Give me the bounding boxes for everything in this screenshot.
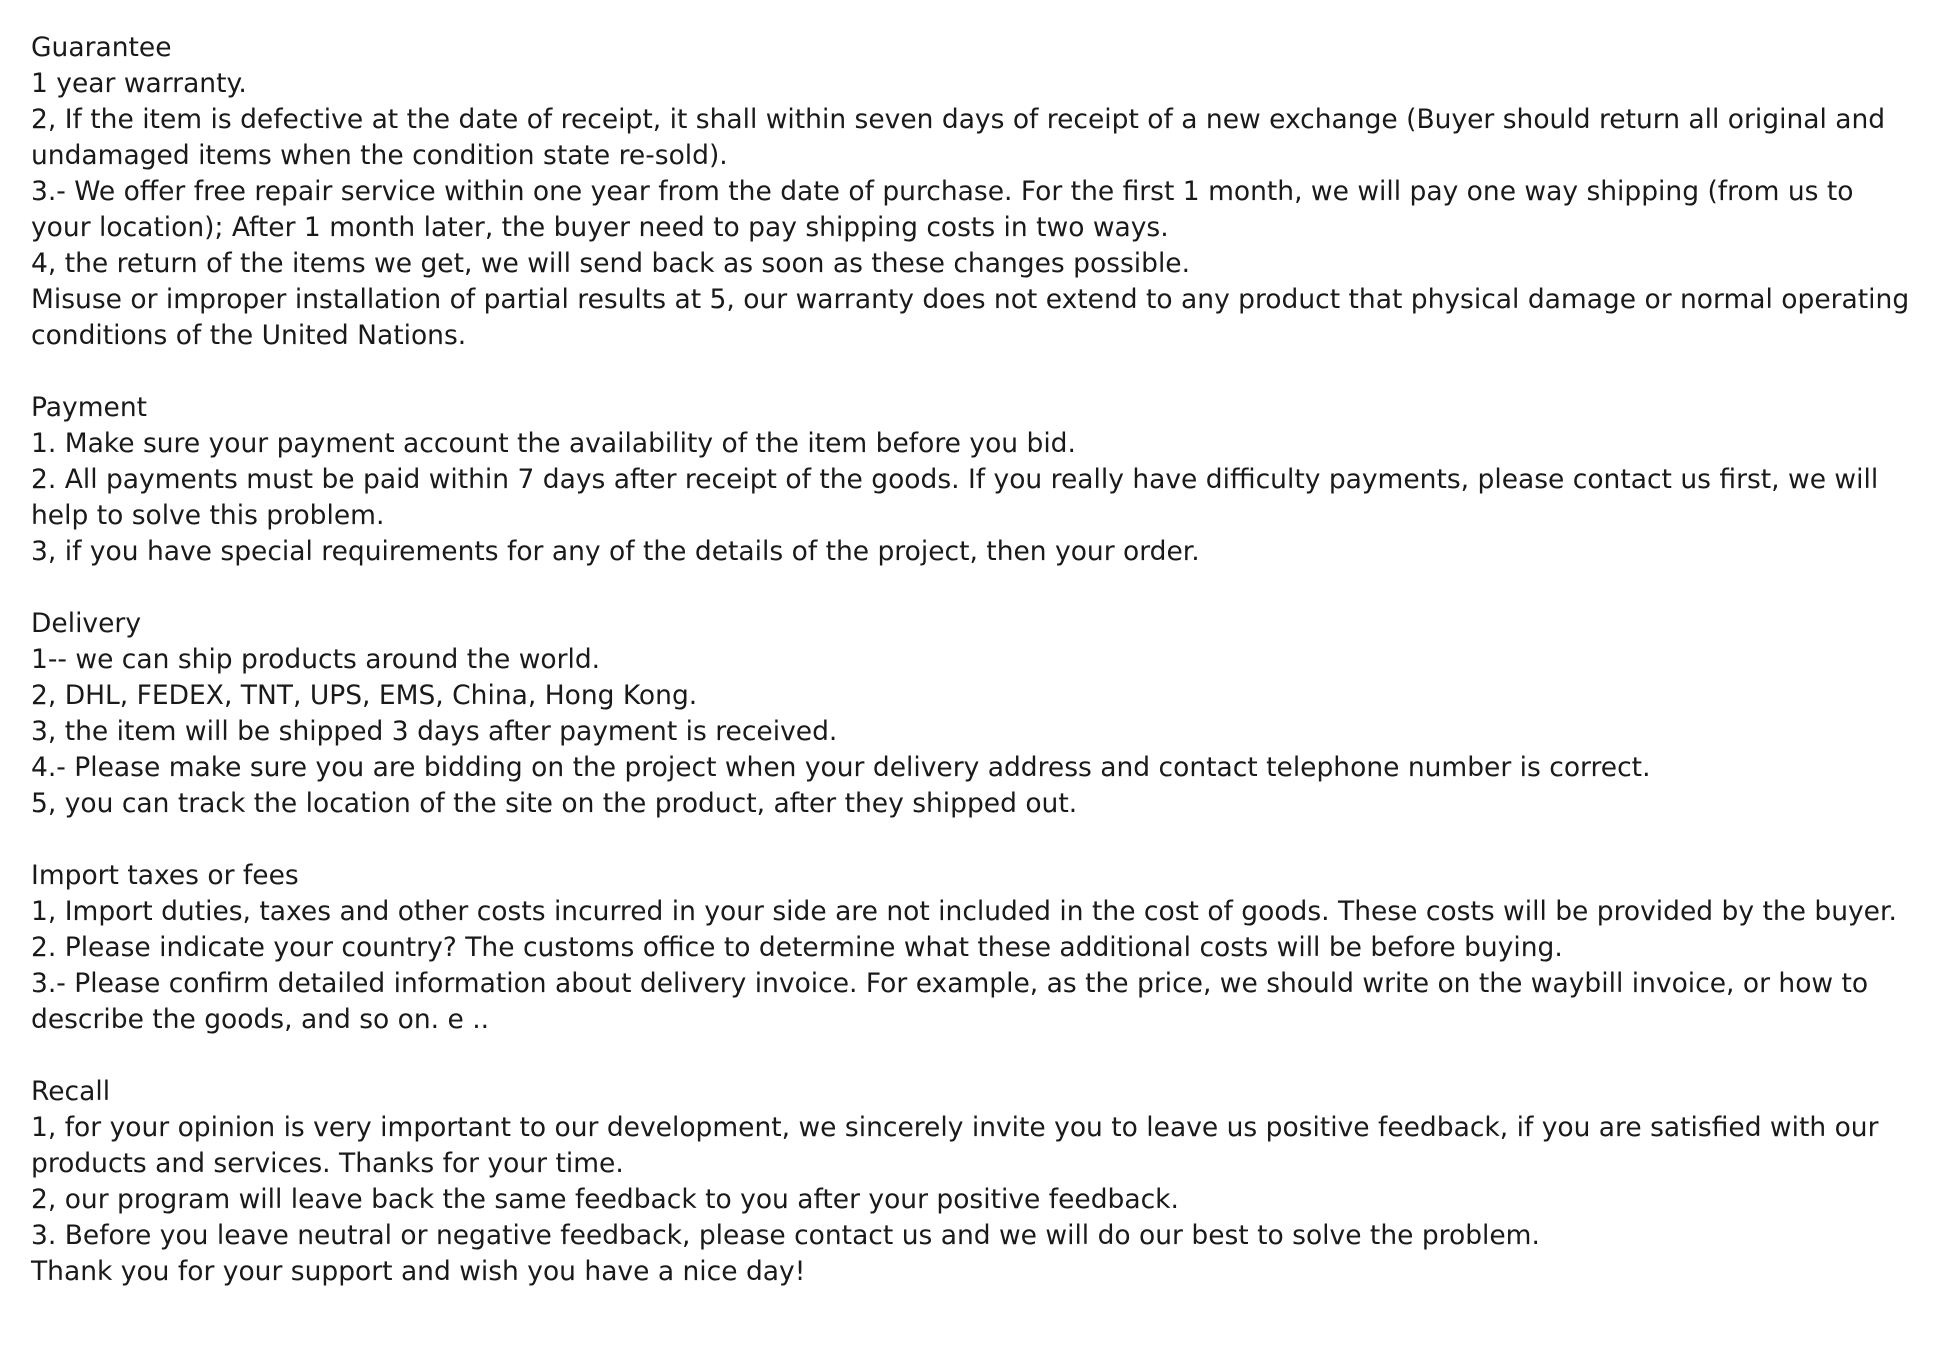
section-line: Misuse or improper installation of partial results at 5, our warranty does not extend to any product that physical damage or normal operating conditions of the United Nations. — [31, 284, 1910, 351]
section-line: 2, If the item is defective at the date of receipt, it shall within seven days of receipt of a new exchange (Buyer should return all original and undamaged items when the condition state re-sold). — [31, 104, 1886, 171]
section-line: 3.- We offer free repair service within one year from the date of purchase. For the first 1 month, we will pay one way shipping (from us to your location); After 1 month later, the buyer need to pay shipping costs in two ways. — [31, 176, 1854, 243]
section-line: 3. Before you leave neutral or negative feedback, please contact us and we will do our best to solve the problem. — [31, 1220, 1540, 1251]
section-line: 2, DHL, FEDEX, TNT, UPS, EMS, China, Hong Kong. — [31, 680, 698, 711]
section-recall — [31, 1074, 1920, 1290]
section-heading: Guarantee — [31, 32, 172, 63]
section-line: 2. All payments must be paid within 7 days after receipt of the goods. If you really have difficulty payments, please contact us first, we will help to solve this problem. — [31, 464, 1879, 531]
section-line: 1 year warranty. — [31, 68, 247, 99]
section-line: 3, if you have special requirements for any of the details of the project, then your order. — [31, 536, 1200, 567]
section-guarantee — [31, 30, 1920, 354]
section-line: 1, Import duties, taxes and other costs incurred in your side are not included in the cost of goods. These costs will be provided by the buyer. — [31, 896, 1897, 927]
section-line: 1. Make sure your payment account the availability of the item before you bid. — [31, 428, 1076, 459]
section-payment — [31, 390, 1920, 570]
section-line: 5, you can track the location of the site on the product, after they shipped out. — [31, 788, 1078, 819]
section-heading: Recall — [31, 1076, 111, 1107]
section-line: 1, for your opinion is very important to our development, we sincerely invite you to leave us positive feedback, if you are satisfied with our products and services. Thanks for your time. — [31, 1112, 1879, 1179]
section-line: 2, our program will leave back the same feedback to you after your positive feedback. — [31, 1184, 1179, 1215]
section-line: Thank you for your support and wish you have a nice day! — [31, 1256, 806, 1287]
section-delivery — [31, 606, 1920, 822]
section-heading: Import taxes or fees — [31, 860, 299, 891]
section-line: 4.- Please make sure you are bidding on the project when your delivery address and contact telephone number is correct. — [31, 752, 1651, 783]
section-line: 3.- Please confirm detailed information about delivery invoice. For example, as the price, we should write on the waybill invoice, or how to describe the goods, and so on. e .. — [31, 968, 1869, 1035]
section-line: 1-- we can ship products around the world. — [31, 644, 601, 675]
section-line: 2. Please indicate your country? The customs office to determine what these additional costs will be before buying. — [31, 932, 1563, 963]
section-line: 4, the return of the items we get, we will send back as soon as these changes possible. — [31, 248, 1191, 279]
section-heading: Payment — [31, 392, 148, 423]
section-line: 3, the item will be shipped 3 days after payment is received. — [31, 716, 838, 747]
section-heading: Delivery — [31, 608, 141, 639]
section-import-taxes — [31, 858, 1920, 1038]
